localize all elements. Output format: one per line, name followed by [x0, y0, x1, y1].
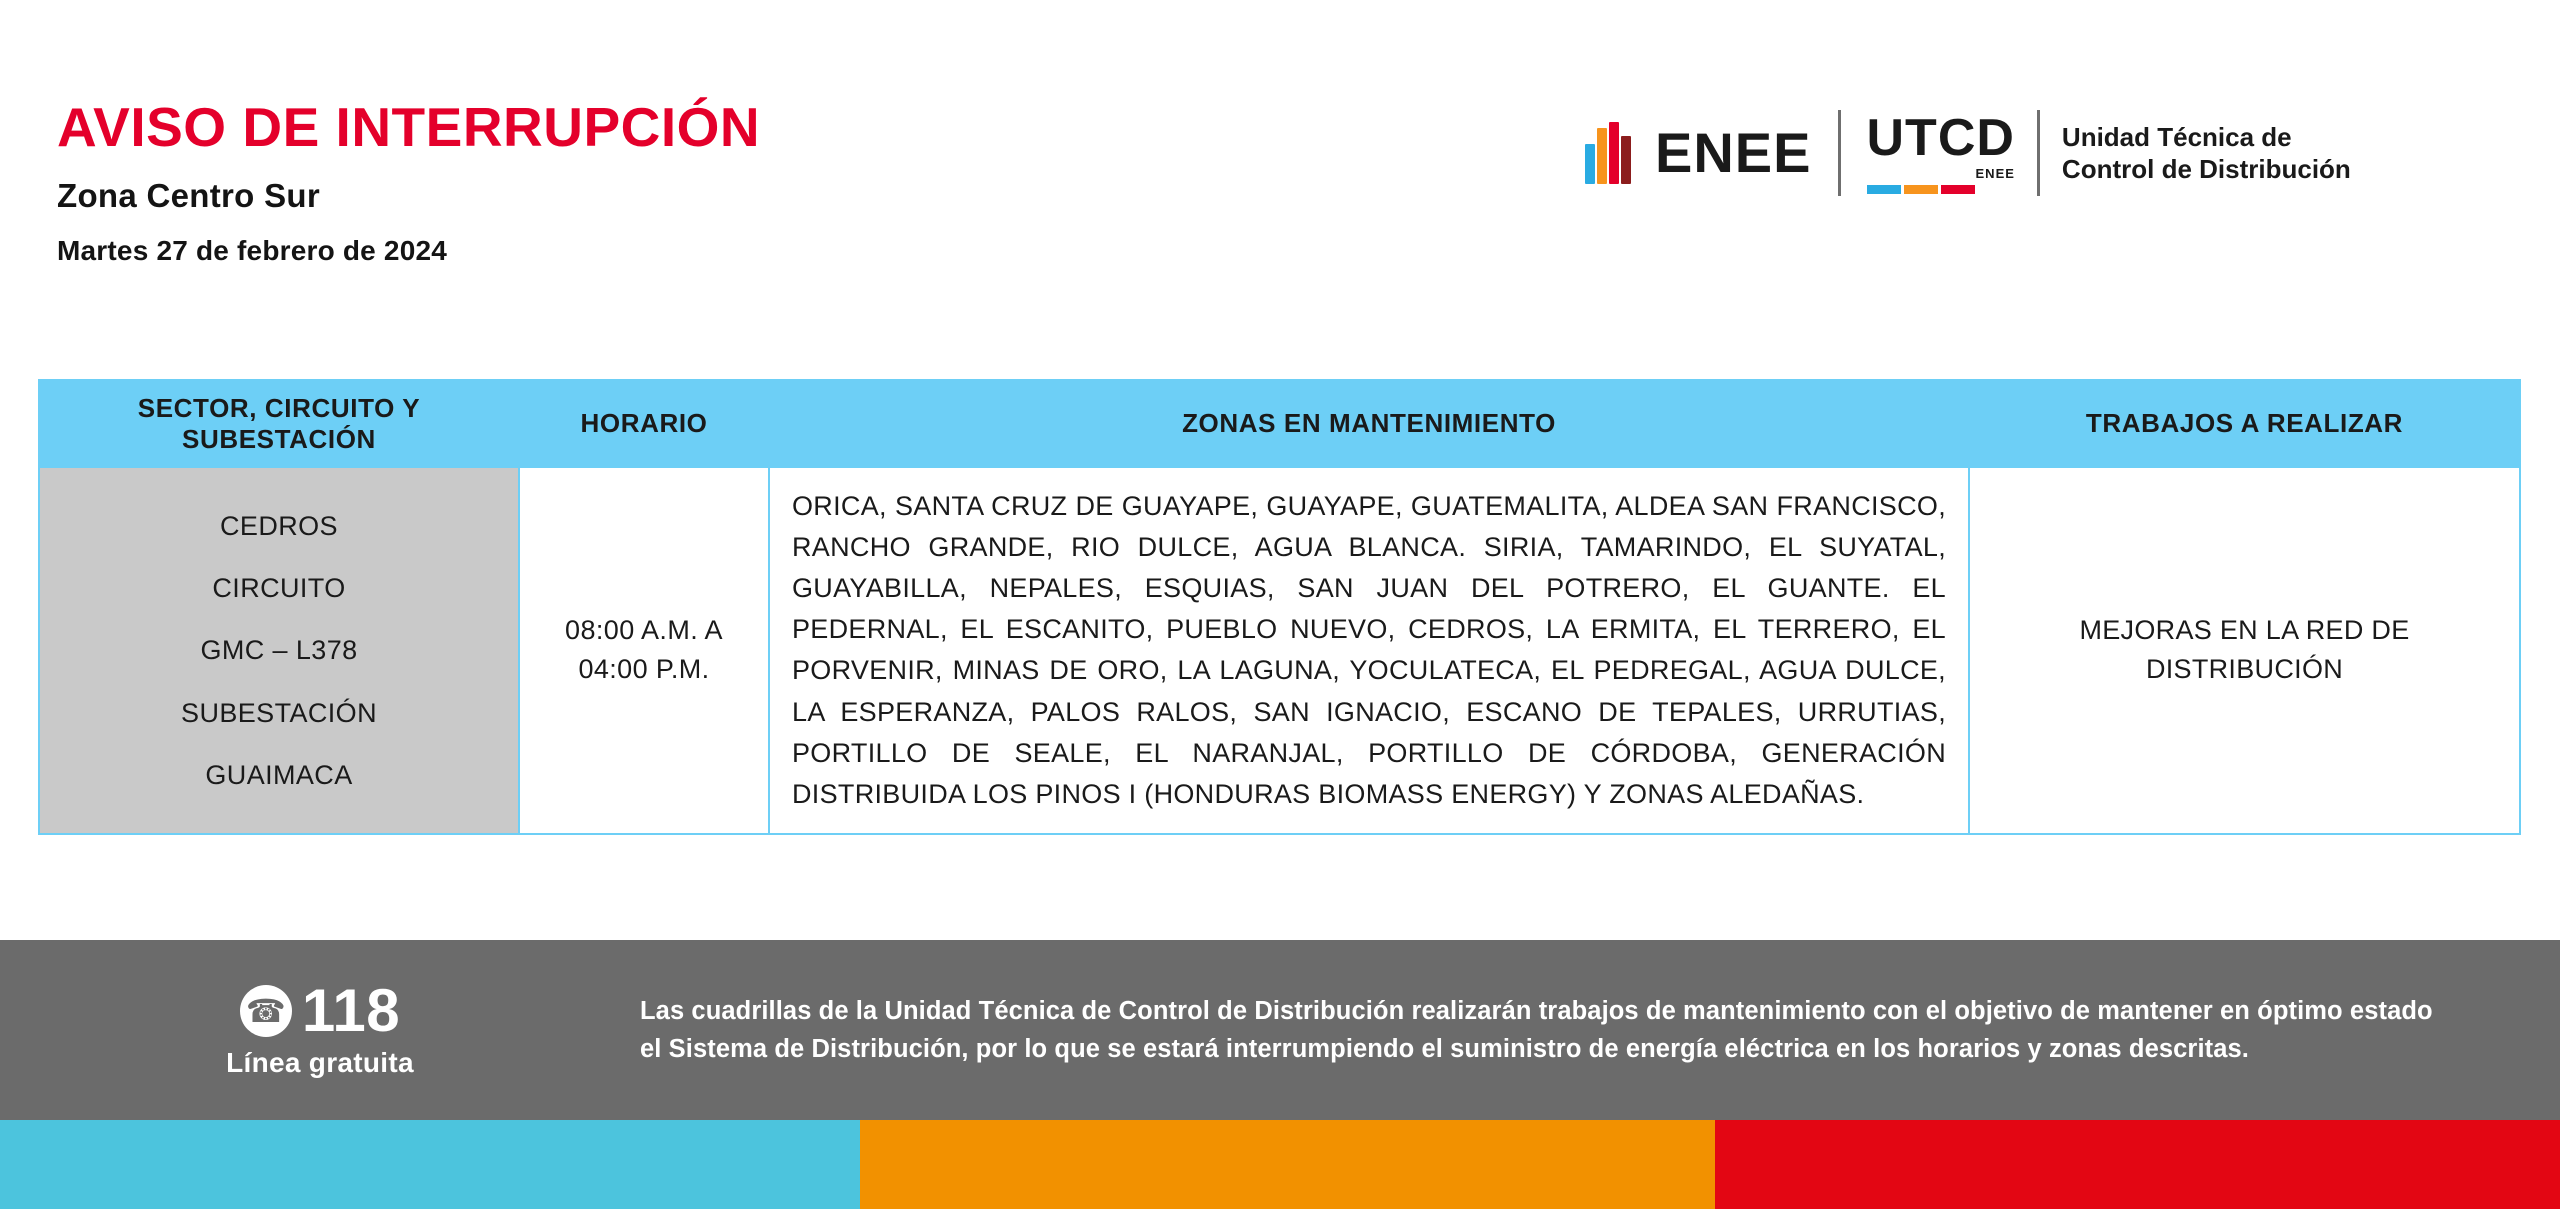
table-header — [39, 380, 2520, 467]
circuit-value: GMC – L378 — [200, 635, 358, 666]
table-row — [39, 467, 2520, 833]
substation-label: SUBESTACIÓN — [181, 697, 377, 728]
sector-name: CEDROS — [220, 511, 338, 542]
utcd-stripes-icon — [1867, 185, 2015, 194]
cell-trabajos: MEJORAS EN LA RED DE DISTRIBUCIÓN — [1969, 467, 2520, 833]
footer-bar — [0, 940, 2560, 1120]
logo-divider-secondary — [2037, 110, 2040, 196]
brand-logo — [1585, 108, 2351, 198]
logo-divider — [1838, 110, 1841, 196]
hotline-label: Línea gratuita — [226, 1047, 414, 1078]
circuit-label: CIRCUITO — [212, 573, 346, 604]
column-header-trabajos: TRABAJOS A REALIZAR — [1969, 380, 2520, 467]
table-header-row — [39, 380, 2520, 467]
title-block — [57, 96, 761, 267]
utcd-wordmark: UTCD — [1866, 109, 2015, 167]
hotline-row — [240, 977, 401, 1044]
strip-segment-red — [1715, 1120, 2560, 1209]
unit-name — [2062, 121, 2351, 186]
notice-date: Martes 27 de febrero de 2024 — [57, 235, 448, 266]
phone-icon: ☎ — [240, 985, 292, 1037]
strip-segment-blue — [0, 1120, 860, 1209]
substation-value: GUAIMACA — [205, 759, 353, 790]
column-header-sector: SECTOR, CIRCUITO Y SUBESTACIÓN — [39, 380, 519, 467]
column-header-zonas: ZONAS EN MANTENIMIENTO — [769, 380, 1969, 467]
page-title: AVISO DE INTERRUPCIÓN — [57, 96, 761, 158]
cell-sector — [39, 467, 519, 833]
bottom-color-strip — [0, 1120, 2560, 1209]
footer-notice-text: Las cuadrillas de la Unidad Técnica de Control de Distribución realizarán trabajos de mantenimiento con el objetivo de mantener en óptimo estado el Sistema de Distribución, por lo que se estará interrumpiendo el suministro de energía eléctrica en los horarios y zonas descritas. — [640, 996, 2433, 1063]
enee-wordmark: ENEE — [1655, 121, 1812, 184]
page-header — [0, 0, 2560, 330]
zone-subtitle: Zona Centro Sur — [57, 177, 321, 214]
strip-segment-orange — [860, 1120, 1715, 1209]
table-body — [39, 467, 2520, 833]
hotline-number: 118 — [301, 977, 401, 1044]
outage-table — [38, 379, 2521, 835]
enee-emblem-icon — [1585, 122, 1643, 184]
unit-name-line2: Control de Distribución — [2061, 154, 2351, 184]
cell-zonas: ORICA, SANTA CRUZ DE GUAYAPE, GUAYAPE, GUATEMALITA, ALDEA SAN FRANCISCO, RANCHO GRANDE, RIO DULCE, AGUA BLANCA. SIRIA, TAMARINDO, EL SUYATAL, GUAYABILLA, NEPALES, ESQUIAS, SAN JUAN DEL POTRERO, EL GUANTE. EL PEDERNAL, EL ESCANITO, PUEBLO NUEVO, CEDROS, LA ERMITA, EL TERRERO, EL PORVENIR, MINAS DE ORO, LA LAGUNA, YOCULATECA, EL PEDREGAL, AGUA DULCE, LA ESPERANZA, PALOS RALOS, SAN IGNACIO, ESCANO DE TEPALES, URRUTIAS, PORTILLO DE SEALE, EL NARANJAL, PORTILLO DE CÓRDOBA, GENERACIÓN DISTRIBUIDA LOS PINOS I (HONDURAS BIOMASS ENERGY) Y ZONAS ALEDAÑAS. — [769, 467, 1969, 833]
column-header-horario: HORARIO — [519, 380, 769, 467]
unit-name-line1: Unidad Técnica de — [2061, 121, 2292, 152]
utcd-block — [1866, 109, 2015, 194]
cell-horario: 08:00 A.M. A 04:00 P.M. — [519, 467, 769, 833]
outage-table-container — [38, 379, 2521, 835]
hotline-block — [0, 977, 640, 1079]
utcd-subscript: ENEE — [1975, 166, 2015, 181]
